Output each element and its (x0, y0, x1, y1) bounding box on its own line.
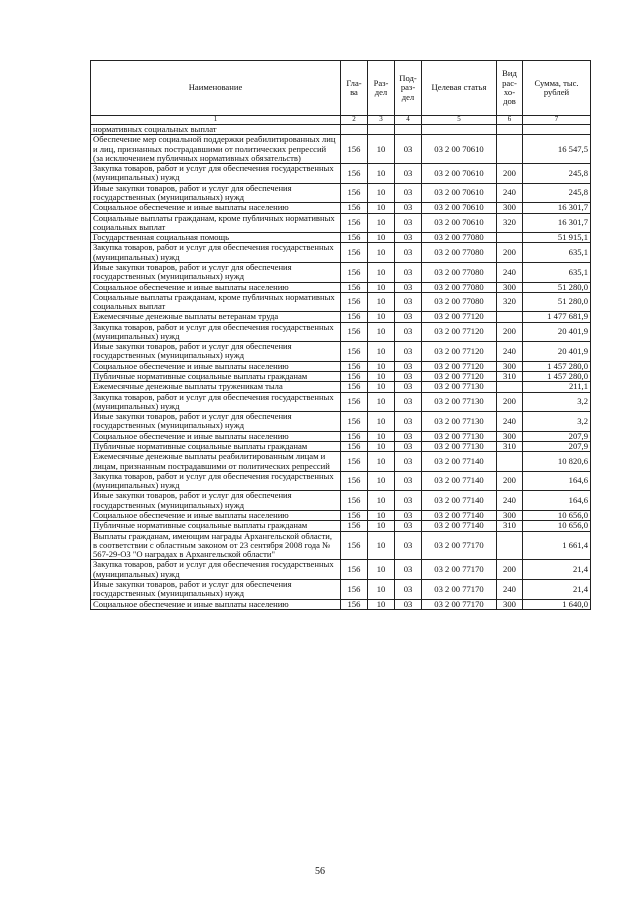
cell-target: 03 2 00 77120 (422, 342, 497, 362)
cell-name: Закупка товаров, работ и услуг для обеспечения государственных (муниципальных) нужд (91, 243, 341, 263)
cell-name: Публичные нормативные социальные выплаты гражданам (91, 442, 341, 452)
table-row (91, 312, 591, 322)
cell-section: 10 (368, 382, 395, 392)
table-row (91, 213, 591, 233)
cell-chapter: 156 (341, 412, 368, 432)
cell-target: 03 2 00 77140 (422, 510, 497, 520)
column-number: 5 (422, 116, 497, 125)
cell-target: 03 2 00 77140 (422, 471, 497, 491)
cell-exptype: 240 (497, 491, 523, 511)
cell-target: 03 2 00 77170 (422, 531, 497, 560)
cell-chapter: 156 (341, 262, 368, 282)
cell-exptype: 310 (497, 372, 523, 382)
cell-subsection: 03 (395, 521, 422, 531)
cell-subsection: 03 (395, 491, 422, 511)
column-number-row (91, 116, 591, 125)
cell-exptype: 240 (497, 579, 523, 599)
cell-subsection: 03 (395, 292, 422, 312)
cell-section: 10 (368, 183, 395, 203)
cell-target: 03 2 00 70610 (422, 135, 497, 164)
column-number: 6 (497, 116, 523, 125)
cell-name: нормативных социальных выплат (91, 125, 341, 135)
table-row (91, 361, 591, 371)
cell-name: Закупка товаров, работ и услуг для обеспечения государственных (муниципальных) нужд (91, 164, 341, 184)
cell-name: Публичные нормативные социальные выплаты гражданам (91, 521, 341, 531)
cell-target (422, 125, 497, 135)
cell-subsection: 03 (395, 579, 422, 599)
cell-exptype: 310 (497, 442, 523, 452)
cell-target: 03 2 00 77170 (422, 560, 497, 580)
cell-name: Иные закупки товаров, работ и услуг для обеспечения государственных (муниципальных) нужд (91, 183, 341, 203)
cell-chapter: 156 (341, 135, 368, 164)
cell-name: Социальное обеспечение и иные выплаты населению (91, 361, 341, 371)
table-row (91, 372, 591, 382)
cell-chapter: 156 (341, 213, 368, 233)
table-row (91, 471, 591, 491)
cell-amount: 51 280,0 (523, 282, 591, 292)
header-exptype: Вид рас-хо-дов (497, 61, 523, 116)
cell-name: Закупка товаров, работ и услуг для обеспечения государственных (муниципальных) нужд (91, 322, 341, 342)
cell-section: 10 (368, 431, 395, 441)
cell-subsection: 03 (395, 282, 422, 292)
cell-section: 10 (368, 233, 395, 243)
cell-subsection: 03 (395, 183, 422, 203)
cell-name: Закупка товаров, работ и услуг для обеспечения государственных (муниципальных) нужд (91, 392, 341, 412)
cell-chapter: 156 (341, 452, 368, 472)
cell-name: Выплаты гражданам, имеющим награды Архангельской области, в соответствии с областным законом от 23 сентября 2008 года № 567-29-ОЗ "О наградах в Архангельской области" (91, 531, 341, 560)
cell-subsection: 03 (395, 431, 422, 441)
table-row (91, 531, 591, 560)
table-row (91, 452, 591, 472)
cell-name: Закупка товаров, работ и услуг для обеспечения государственных (муниципальных) нужд (91, 471, 341, 491)
cell-subsection: 03 (395, 382, 422, 392)
cell-name: Ежемесячные денежные выплаты реабилитированным лицам и лицам, признанным пострадавшими от политических репрессий (91, 452, 341, 472)
table-row (91, 322, 591, 342)
cell-target: 03 2 00 77080 (422, 282, 497, 292)
cell-name: Публичные нормативные социальные выплаты гражданам (91, 372, 341, 382)
cell-section: 10 (368, 372, 395, 382)
cell-section: 10 (368, 392, 395, 412)
table-row (91, 243, 591, 263)
cell-chapter: 156 (341, 491, 368, 511)
cell-target: 03 2 00 77130 (422, 431, 497, 441)
cell-exptype (497, 531, 523, 560)
column-number: 1 (91, 116, 341, 125)
budget-table (90, 60, 591, 610)
cell-section: 10 (368, 471, 395, 491)
cell-chapter: 156 (341, 203, 368, 213)
cell-name: Иные закупки товаров, работ и услуг для обеспечения государственных (муниципальных) нужд (91, 491, 341, 511)
cell-subsection: 03 (395, 312, 422, 322)
cell-amount: 245,8 (523, 164, 591, 184)
cell-amount: 1 457 280,0 (523, 372, 591, 382)
header-section: Раз-дел (368, 61, 395, 116)
cell-subsection: 03 (395, 233, 422, 243)
cell-amount: 1 640,0 (523, 599, 591, 609)
cell-section: 10 (368, 213, 395, 233)
table-row (91, 599, 591, 609)
cell-exptype: 240 (497, 412, 523, 432)
cell-amount (523, 125, 591, 135)
cell-amount: 207,9 (523, 442, 591, 452)
cell-target: 03 2 00 77080 (422, 262, 497, 282)
cell-target: 03 2 00 77170 (422, 599, 497, 609)
cell-amount: 10 656,0 (523, 521, 591, 531)
table-row (91, 579, 591, 599)
cell-chapter: 156 (341, 382, 368, 392)
cell-chapter: 156 (341, 243, 368, 263)
cell-exptype (497, 452, 523, 472)
cell-exptype: 320 (497, 292, 523, 312)
cell-name: Иные закупки товаров, работ и услуг для обеспечения государственных (муниципальных) нужд (91, 342, 341, 362)
cell-amount: 21,4 (523, 579, 591, 599)
cell-subsection: 03 (395, 531, 422, 560)
cell-exptype: 240 (497, 342, 523, 362)
cell-amount: 211,1 (523, 382, 591, 392)
cell-subsection: 03 (395, 243, 422, 263)
cell-chapter: 156 (341, 579, 368, 599)
table-row (91, 262, 591, 282)
cell-amount: 16 547,5 (523, 135, 591, 164)
cell-target: 03 2 00 77120 (422, 372, 497, 382)
header-row (91, 61, 591, 116)
cell-chapter: 156 (341, 372, 368, 382)
table-row (91, 560, 591, 580)
column-number: 4 (395, 116, 422, 125)
cell-name: Обеспечение мер социальной поддержки реабилитированных лиц и лиц, признанных пострадавшими от политических репрессий (за исключением публичных нормативных обязательств) (91, 135, 341, 164)
header-target: Целевая статья (422, 61, 497, 116)
cell-exptype (497, 125, 523, 135)
cell-exptype: 200 (497, 471, 523, 491)
cell-exptype: 310 (497, 521, 523, 531)
cell-amount: 16 301,7 (523, 203, 591, 213)
cell-exptype: 300 (497, 599, 523, 609)
cell-amount: 51 280,0 (523, 292, 591, 312)
cell-exptype: 300 (497, 510, 523, 520)
cell-exptype: 240 (497, 262, 523, 282)
cell-name: Иные закупки товаров, работ и услуг для обеспечения государственных (муниципальных) нужд (91, 579, 341, 599)
cell-section: 10 (368, 442, 395, 452)
cell-amount: 164,6 (523, 491, 591, 511)
cell-name: Социальное обеспечение и иные выплаты населению (91, 599, 341, 609)
cell-section: 10 (368, 322, 395, 342)
cell-subsection: 03 (395, 203, 422, 213)
cell-subsection: 03 (395, 262, 422, 282)
cell-exptype (497, 233, 523, 243)
header-subsection: Под-раз-дел (395, 61, 422, 116)
cell-section: 10 (368, 135, 395, 164)
cell-section: 10 (368, 292, 395, 312)
cell-section: 10 (368, 342, 395, 362)
cell-amount: 20 401,9 (523, 322, 591, 342)
cell-target: 03 2 00 77080 (422, 243, 497, 263)
cell-target: 03 2 00 77130 (422, 442, 497, 452)
cell-section: 10 (368, 203, 395, 213)
column-number: 3 (368, 116, 395, 125)
cell-section: 10 (368, 452, 395, 472)
cell-name: Иные закупки товаров, работ и услуг для обеспечения государственных (муниципальных) нужд (91, 412, 341, 432)
table-row (91, 342, 591, 362)
cell-amount: 10 820,6 (523, 452, 591, 472)
cell-name: Социальное обеспечение и иные выплаты населению (91, 282, 341, 292)
cell-exptype: 300 (497, 282, 523, 292)
table-row (91, 382, 591, 392)
table-row (91, 491, 591, 511)
cell-target: 03 2 00 77120 (422, 312, 497, 322)
cell-subsection: 03 (395, 342, 422, 362)
cell-section: 10 (368, 599, 395, 609)
cell-chapter: 156 (341, 233, 368, 243)
cell-exptype: 200 (497, 560, 523, 580)
cell-name: Иные закупки товаров, работ и услуг для обеспечения государственных (муниципальных) нужд (91, 262, 341, 282)
cell-exptype: 200 (497, 164, 523, 184)
cell-amount: 51 915,1 (523, 233, 591, 243)
header-chapter: Гла-ва (341, 61, 368, 116)
page-number: 56 (315, 866, 325, 877)
cell-chapter: 156 (341, 342, 368, 362)
cell-exptype: 200 (497, 392, 523, 412)
cell-name: Государственная социальная помощь (91, 233, 341, 243)
cell-subsection: 03 (395, 372, 422, 382)
cell-amount: 1 661,4 (523, 531, 591, 560)
cell-target: 03 2 00 77140 (422, 521, 497, 531)
table-row (91, 233, 591, 243)
cell-subsection: 03 (395, 361, 422, 371)
cell-chapter: 156 (341, 471, 368, 491)
cell-target: 03 2 00 77130 (422, 382, 497, 392)
cell-exptype: 240 (497, 183, 523, 203)
cell-exptype: 300 (497, 431, 523, 441)
cell-chapter: 156 (341, 560, 368, 580)
cell-section: 10 (368, 361, 395, 371)
cell-exptype (497, 312, 523, 322)
cell-subsection: 03 (395, 560, 422, 580)
cell-target: 03 2 00 77120 (422, 361, 497, 371)
cell-exptype (497, 382, 523, 392)
cell-amount: 1 477 681,9 (523, 312, 591, 322)
cell-chapter (341, 125, 368, 135)
cell-target: 03 2 00 77080 (422, 233, 497, 243)
cell-section: 10 (368, 579, 395, 599)
header-amount: Сумма, тыс. рублей (523, 61, 591, 116)
cell-section: 10 (368, 491, 395, 511)
column-number: 7 (523, 116, 591, 125)
cell-chapter: 156 (341, 531, 368, 560)
cell-exptype: 320 (497, 213, 523, 233)
cell-subsection: 03 (395, 510, 422, 520)
cell-target: 03 2 00 77120 (422, 322, 497, 342)
cell-name: Ежемесячные денежные выплаты труженикам тыла (91, 382, 341, 392)
table-row (91, 392, 591, 412)
cell-name: Социальное обеспечение и иные выплаты населению (91, 203, 341, 213)
cell-target: 03 2 00 77080 (422, 292, 497, 312)
cell-target: 03 2 00 70610 (422, 164, 497, 184)
table-row (91, 125, 591, 135)
cell-target: 03 2 00 70610 (422, 213, 497, 233)
cell-chapter: 156 (341, 521, 368, 531)
cell-target: 03 2 00 77170 (422, 579, 497, 599)
cell-section: 10 (368, 412, 395, 432)
cell-subsection: 03 (395, 164, 422, 184)
cell-name: Социальное обеспечение и иные выплаты населению (91, 431, 341, 441)
cell-section: 10 (368, 243, 395, 263)
cell-amount: 635,1 (523, 262, 591, 282)
cell-subsection: 03 (395, 213, 422, 233)
cell-subsection: 03 (395, 322, 422, 342)
column-number: 2 (341, 116, 368, 125)
cell-exptype: 300 (497, 361, 523, 371)
cell-section: 10 (368, 282, 395, 292)
cell-chapter: 156 (341, 164, 368, 184)
cell-name: Ежемесячные денежные выплаты ветеранам труда (91, 312, 341, 322)
cell-subsection (395, 125, 422, 135)
cell-subsection: 03 (395, 442, 422, 452)
cell-amount: 245,8 (523, 183, 591, 203)
cell-chapter: 156 (341, 510, 368, 520)
table-row (91, 412, 591, 432)
cell-amount: 21,4 (523, 560, 591, 580)
table-row (91, 292, 591, 312)
cell-subsection: 03 (395, 471, 422, 491)
cell-exptype: 300 (497, 203, 523, 213)
cell-chapter: 156 (341, 312, 368, 322)
cell-chapter: 156 (341, 431, 368, 441)
cell-exptype: 200 (497, 322, 523, 342)
cell-chapter: 156 (341, 292, 368, 312)
cell-exptype: 200 (497, 243, 523, 263)
cell-section (368, 125, 395, 135)
cell-amount: 3,2 (523, 412, 591, 432)
cell-subsection: 03 (395, 599, 422, 609)
cell-amount: 164,6 (523, 471, 591, 491)
cell-section: 10 (368, 521, 395, 531)
cell-amount: 207,9 (523, 431, 591, 441)
cell-chapter: 156 (341, 282, 368, 292)
cell-target: 03 2 00 70610 (422, 203, 497, 213)
cell-amount: 16 301,7 (523, 213, 591, 233)
cell-name: Социальное обеспечение и иные выплаты населению (91, 510, 341, 520)
cell-target: 03 2 00 70610 (422, 183, 497, 203)
cell-chapter: 156 (341, 322, 368, 342)
cell-chapter: 156 (341, 442, 368, 452)
cell-chapter: 156 (341, 361, 368, 371)
cell-section: 10 (368, 510, 395, 520)
cell-section: 10 (368, 531, 395, 560)
cell-amount: 10 656,0 (523, 510, 591, 520)
cell-subsection: 03 (395, 135, 422, 164)
cell-amount: 635,1 (523, 243, 591, 263)
table-row (91, 442, 591, 452)
cell-exptype (497, 135, 523, 164)
table-row (91, 203, 591, 213)
cell-target: 03 2 00 77130 (422, 412, 497, 432)
header-name: Наименование (91, 61, 341, 116)
cell-section: 10 (368, 262, 395, 282)
cell-section: 10 (368, 312, 395, 322)
cell-subsection: 03 (395, 392, 422, 412)
cell-target: 03 2 00 77130 (422, 392, 497, 412)
cell-name: Социальные выплаты гражданам, кроме публичных нормативных социальных выплат (91, 292, 341, 312)
cell-amount: 20 401,9 (523, 342, 591, 362)
cell-amount: 1 457 280,0 (523, 361, 591, 371)
cell-section: 10 (368, 560, 395, 580)
cell-target: 03 2 00 77140 (422, 452, 497, 472)
table-row (91, 183, 591, 203)
cell-section: 10 (368, 164, 395, 184)
cell-chapter: 156 (341, 392, 368, 412)
table-row (91, 521, 591, 531)
cell-chapter: 156 (341, 599, 368, 609)
table-row (91, 510, 591, 520)
cell-name: Социальные выплаты гражданам, кроме публичных нормативных социальных выплат (91, 213, 341, 233)
cell-target: 03 2 00 77140 (422, 491, 497, 511)
cell-subsection: 03 (395, 412, 422, 432)
cell-amount: 3,2 (523, 392, 591, 412)
table-row (91, 282, 591, 292)
cell-name: Закупка товаров, работ и услуг для обеспечения государственных (муниципальных) нужд (91, 560, 341, 580)
table-row (91, 164, 591, 184)
table-row (91, 135, 591, 164)
table-row (91, 431, 591, 441)
cell-subsection: 03 (395, 452, 422, 472)
cell-chapter: 156 (341, 183, 368, 203)
